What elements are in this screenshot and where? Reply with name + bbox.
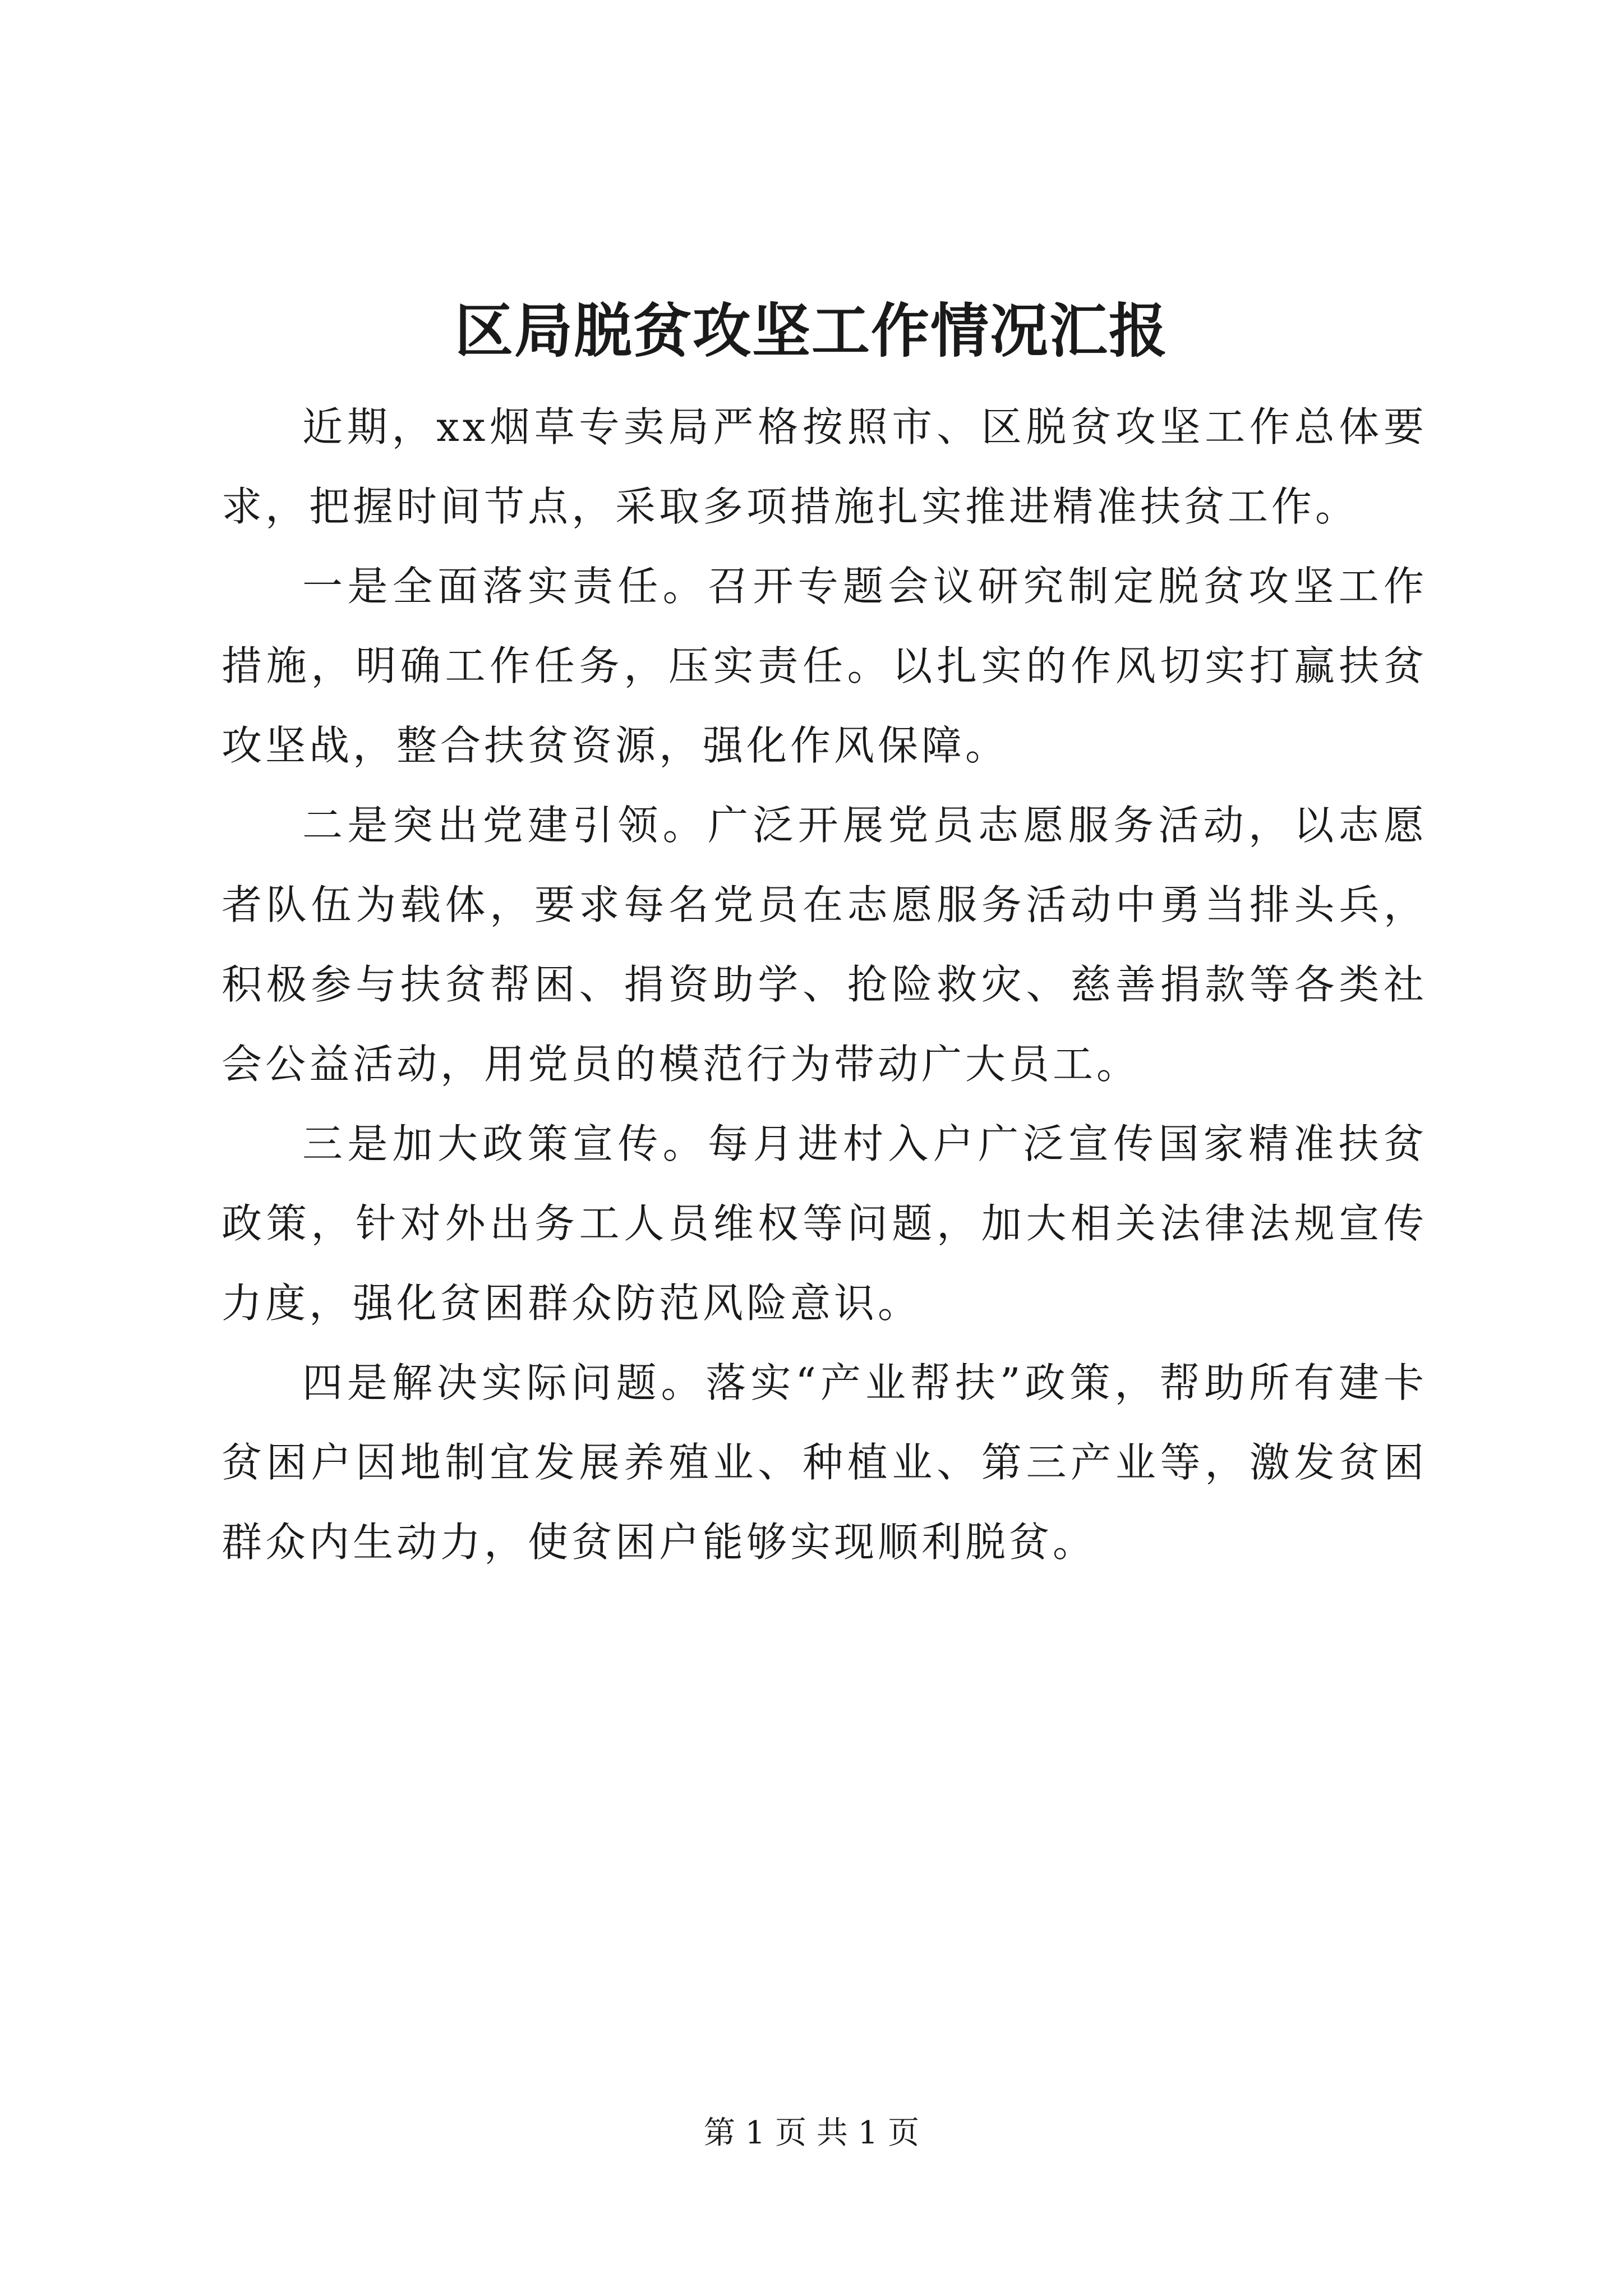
document-body — [222, 387, 1427, 1582]
page-footer: 第 1 页 共 1 页 — [703, 2115, 920, 2151]
paragraph-party-building: 二是突出党建引领。广泛开展党员志愿服务活动，以志愿者队伍为载体，要求每名党员在志愿服务活动中勇当排头兵，积极参与扶贫帮困、捐资助学、抢险救灾、慈善捐款等各类社会公益活动，用党员的模范行为带动广大员工。 — [222, 802, 1427, 1088]
paragraph-policy-publicity: 三是加大政策宣传。每月进村入户广泛宣传国家精准扶贫政策，针对外出务工人员维权等问题，加大相关法律法规宣传力度，强化贫困群众防范风险意识。 — [222, 1120, 1427, 1327]
document-title: 区局脱贫攻坚工作情况汇报 — [454, 296, 1168, 365]
paragraph-responsibility: 一是全面落实责任。召开专题会议研究制定脱贫攻坚工作措施，明确工作任务，压实责任。以扎实的作风切实打赢扶贫攻坚战，整合扶贫资源，强化作风保障。 — [222, 563, 1427, 769]
paragraph-practical-problems: 四是解决实际问题。落实“产业帮扶”政策，帮助所有建卡贫困户因地制宜发展养殖业、种植业、第三产业等，激发贫困群众内生动力，使贫困户能够实现顺利脱贫。 — [222, 1359, 1427, 1566]
paragraph-intro: 近期，xx烟草专卖局严格按照市、区脱贫攻坚工作总体要求，把握时间节点，采取多项措施扎实推进精准扶贫工作。 — [222, 403, 1427, 530]
